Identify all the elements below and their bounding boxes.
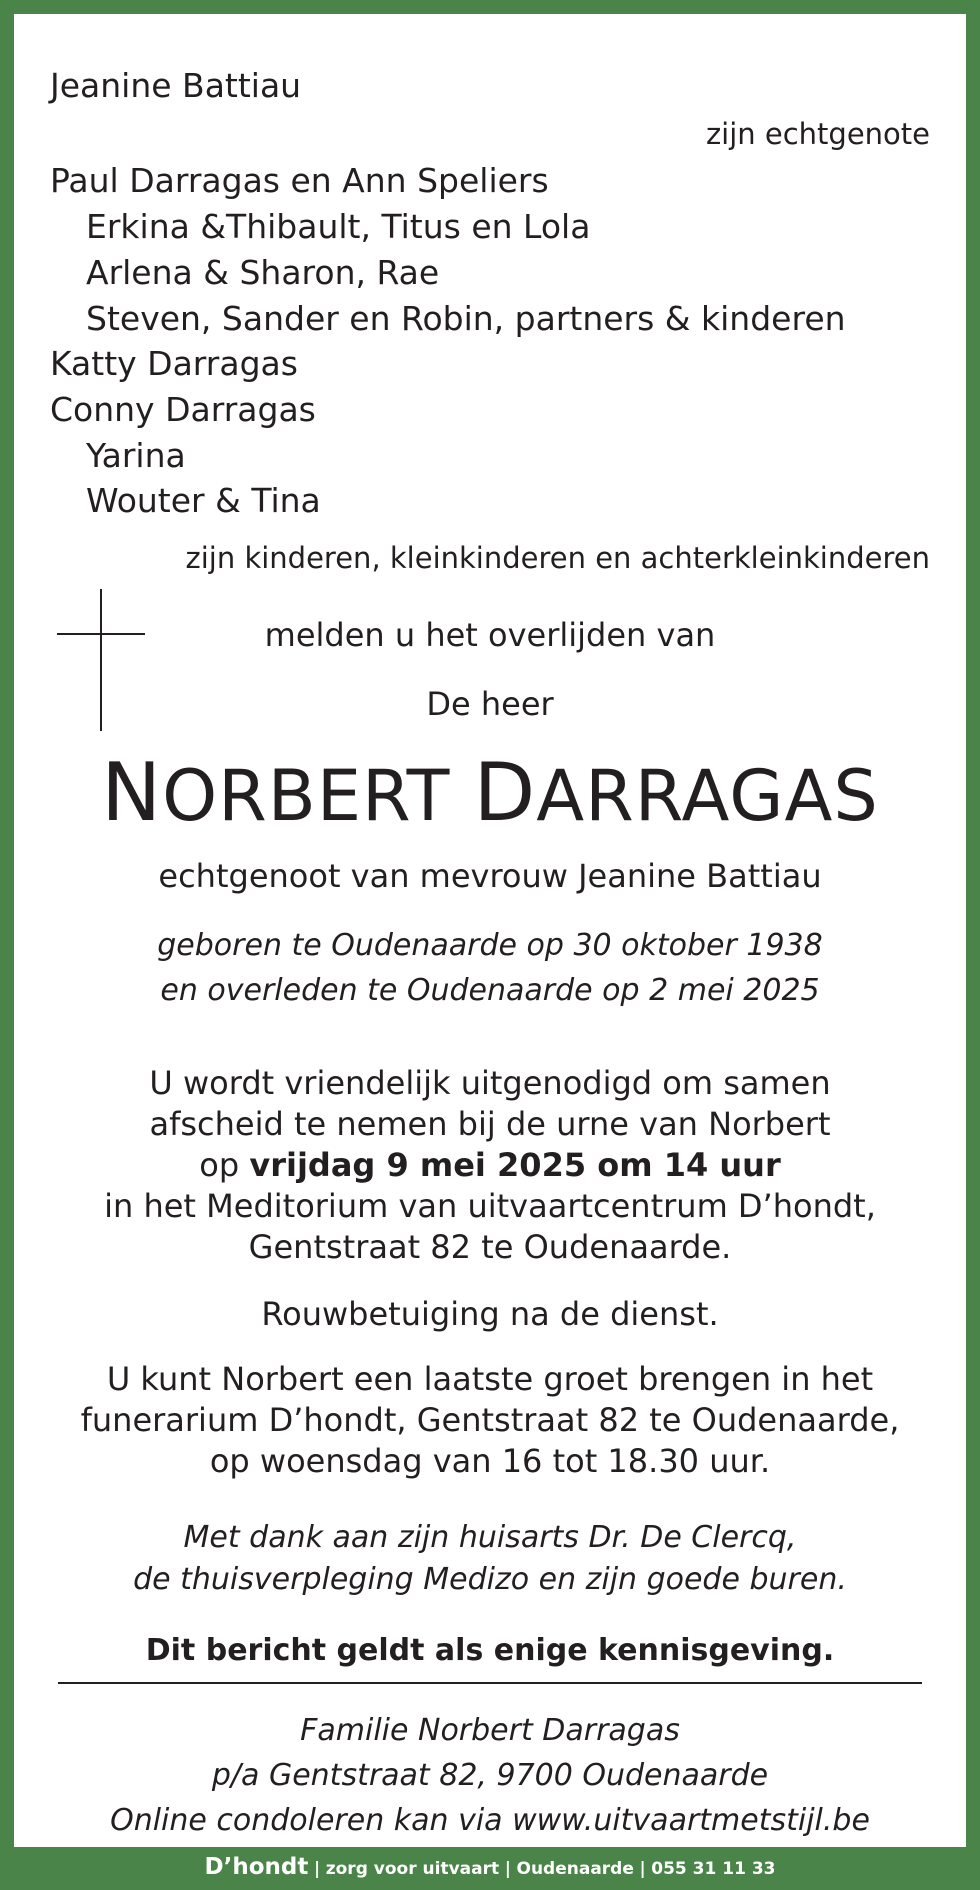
name-initial: D <box>473 746 537 839</box>
footer-city: Oudenaarde <box>516 1859 634 1879</box>
ceremony-date-prefix: op <box>199 1146 250 1184</box>
announcement-intro: melden u het overlijden van <box>264 616 716 654</box>
visitation-line: op woensdag van 16 tot 18.30 uur. <box>209 1442 771 1480</box>
family-member: Conny Darragas <box>50 390 316 429</box>
condolence-line: Rouwbetuiging na de dienst. <box>261 1295 719 1333</box>
footer-separator: | <box>313 1859 321 1879</box>
name-initial: N <box>101 746 163 839</box>
contact-online: Online condoleren kan via www.uitvaartmetstijl.be <box>110 1803 870 1838</box>
spouse-name: Jeanine Battiau <box>50 66 302 105</box>
ceremony-line: U wordt vriendelijk uitgenodigd om samen <box>149 1064 831 1102</box>
footer-bar <box>0 1847 980 1890</box>
ceremony-line: in het Meditorium van uitvaartcentrum D’hondt, <box>104 1187 876 1225</box>
spouse-role: zijn echtgenote <box>705 117 930 151</box>
family-member: Yarina <box>86 436 186 475</box>
footer-brand: D’hondt <box>204 1854 309 1880</box>
visitation-line: U kunt Norbert een laatste groet brengen in het <box>106 1360 874 1398</box>
footer-phone: 055 31 11 33 <box>651 1859 776 1879</box>
contact-address: p/a Gentstraat 82, 9700 Oudenaarde <box>211 1758 769 1793</box>
thanks-line: de thuisverpleging Medizo en zijn goede buren. <box>133 1562 847 1597</box>
death-line: en overleden te Oudenaarde op 2 mei 2025 <box>160 973 820 1008</box>
children-role: zijn kinderen, kleinkinderen en achterkleinkinderen <box>185 541 930 575</box>
name-rest: ARRAGAS <box>536 755 879 837</box>
thanks-line: Met dank aan zijn huisarts Dr. De Clercq, <box>183 1520 797 1555</box>
family-member: Steven, Sander en Robin, partners & kinderen <box>86 299 846 338</box>
notice-line: Dit bericht geldt als enige kennisgeving. <box>145 1633 835 1668</box>
footer-separator: | <box>639 1859 646 1879</box>
spouse-line: echtgenoot van mevrouw Jeanine Battiau <box>158 857 822 895</box>
family-member: Paul Darragas en Ann Speliers <box>50 161 549 200</box>
family-member: Arlena & Sharon, Rae <box>86 253 440 292</box>
divider <box>58 1682 922 1684</box>
contact-family: Familie Norbert Darragas <box>300 1713 680 1748</box>
ceremony-line: afscheid te nemen bij de urne van Norbert <box>149 1105 831 1143</box>
ceremony-line: Gentstraat 82 te Oudenaarde. <box>248 1228 732 1266</box>
family-member: Katty Darragas <box>50 344 298 383</box>
visitation-line: funerarium D’hondt, Gentstraat 82 te Oudenaarde, <box>80 1401 900 1439</box>
obituary-card <box>14 14 966 1847</box>
deceased-name <box>14 746 966 839</box>
ceremony-date-line <box>14 1146 966 1184</box>
announcement-title: De heer <box>426 685 554 723</box>
ceremony-date: vrijdag 9 mei 2025 om 14 uur <box>249 1146 781 1184</box>
family-member: Wouter & Tina <box>86 481 321 520</box>
name-rest: ORBERT <box>162 755 451 837</box>
family-member: Erkina &Thibault, Titus en Lola <box>86 207 591 246</box>
footer-separator: | <box>504 1859 511 1879</box>
footer-tagline: zorg voor uitvaart <box>325 1859 500 1879</box>
birth-line: geboren te Oudenaarde op 30 oktober 1938 <box>157 928 823 963</box>
